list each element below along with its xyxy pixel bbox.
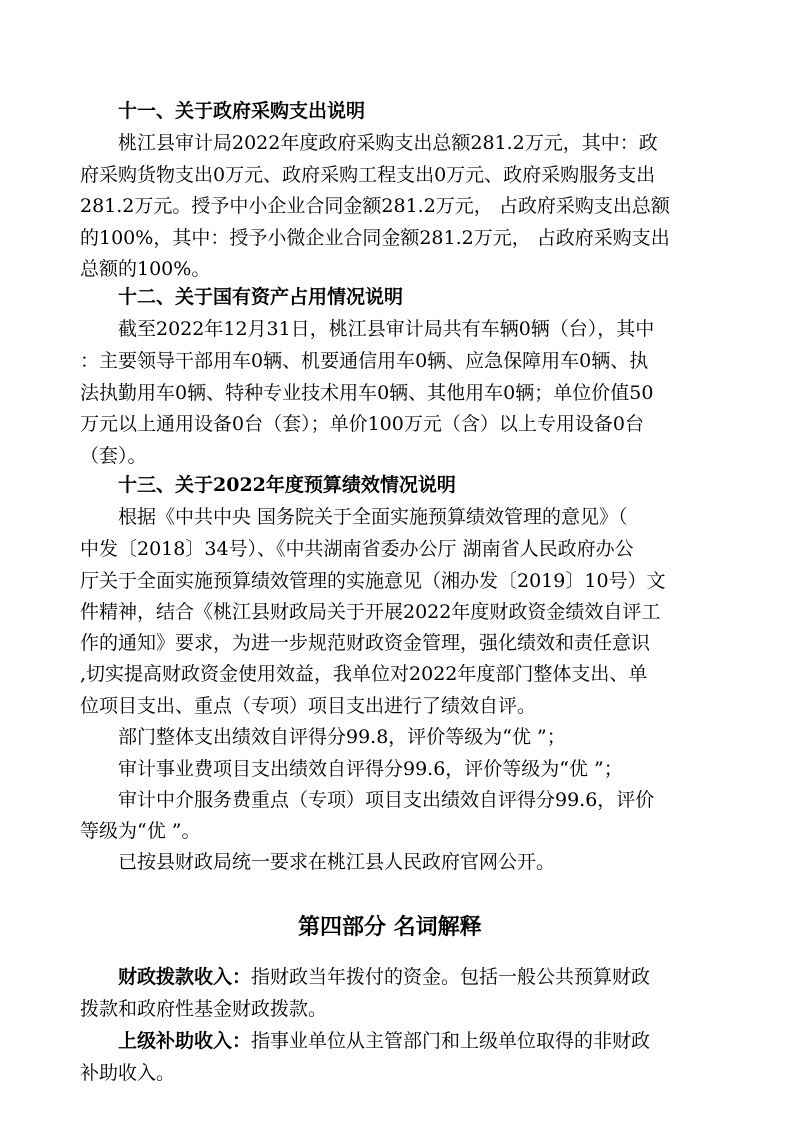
paragraph-line: 部门整体支出绩效自评得分99.8，评价等级为“优 ”； — [118, 726, 566, 748]
term-definition-line — [118, 1029, 650, 1053]
term-definition: 指事业单位从主管部门和上级单位取得的非财政 — [251, 1030, 651, 1052]
term-label: 上级补助收入： — [118, 1030, 252, 1052]
paragraph-line: 根据《中共中央 国务院关于全面实施预算绩效管理的意见》（ — [118, 506, 628, 528]
paragraph-line: 法执勤用车0辆、特种专业技术用车0辆、其他用车0辆；单位价值50 — [80, 382, 654, 404]
paragraph-line: 281.2万元。授予中小企业合同金额281.2万元， 占政府采购支出总额 — [80, 195, 670, 217]
paragraph-line: 拨款和政府性基金财政拨款。 — [80, 998, 328, 1020]
paragraph-line: （套）。 — [80, 445, 147, 467]
paragraph-line: 截至2022年12月31日，桃江县审计局共有车辆0辆（台），其中 — [118, 318, 655, 340]
paragraph-line: 已按县财政局统一要求在桃江县人民政府官网公开。 — [118, 851, 556, 873]
paragraph-line: 作的通知》要求，为进一步规范财政资金管理，强化绩效和责任意识 — [80, 632, 651, 654]
term-definition: 指财政当年拨付的资金。包括一般公共预算财政 — [251, 966, 651, 988]
paragraph-line: 审计中介服务费重点（专项）项目支出绩效自评得分99.6，评价 — [118, 789, 655, 811]
term-definition-line — [118, 965, 650, 989]
term-label: 财政拨款收入： — [118, 966, 252, 988]
part-title: 第四部分 名词解释 — [298, 914, 482, 940]
paragraph-line: 中发〔2018〕34号）、《中共湖南省委办公厅 湖南省人民政府办公 — [80, 538, 634, 560]
paragraph-line: ：主要领导干部用车0辆、机要通信用车0辆、应急保障用车0辆、执 — [80, 350, 649, 372]
paragraph-line: 万元以上通用设备0台（套）；单价100万元（含）以上专用设备0台 — [80, 413, 644, 435]
paragraph-line: 桃江县审计局2022年度政府采购支出总额281.2万元，其中：政 — [118, 132, 658, 154]
paragraph-line: ,切实提高财政资金使用效益，我单位对2022年度部门整体支出、单 — [80, 663, 648, 685]
section-heading-performance: 十三、关于2022年度预算绩效情况说明 — [118, 474, 456, 496]
paragraph-line: 的100%，其中：授予小微企业合同金额281.2万元， 占政府采购支出 — [80, 227, 670, 249]
paragraph-line: 补助收入。 — [80, 1062, 176, 1084]
paragraph-line: 总额的100%。 — [80, 258, 211, 280]
paragraph-line: 等级为“优 ”。 — [80, 820, 201, 842]
paragraph-line: 件精神，结合《桃江县财政局关于开展2022年度财政资金绩效自评工 — [80, 601, 661, 623]
section-heading-government-procurement: 十一、关于政府采购支出说明 — [118, 100, 366, 122]
section-heading-state-assets: 十二、关于国有资产占用情况说明 — [118, 286, 404, 308]
paragraph-line: 审计事业费项目支出绩效自评得分99.6，评价等级为“优 ”； — [118, 758, 623, 780]
paragraph-line: 府采购货物支出0万元、政府采购工程支出0万元、政府采购服务支出 — [80, 164, 656, 186]
paragraph-line: 位项目支出、重点（专项）项目支出进行了绩效自评。 — [80, 695, 537, 717]
paragraph-line: 厅关于全面实施预算绩效管理的实施意见（湘办发〔2019〕10号）文 — [80, 570, 666, 592]
